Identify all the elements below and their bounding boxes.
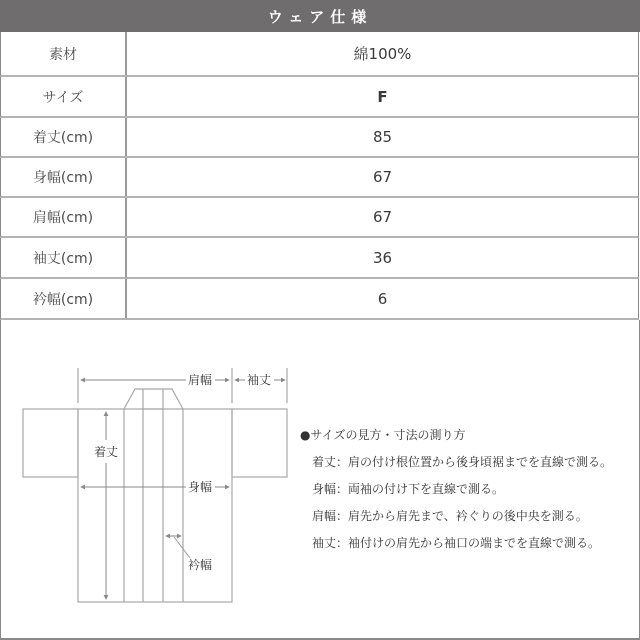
row-label: 素材: [1, 32, 127, 75]
row-value: 36: [372, 248, 393, 267]
note-length: 着丈：肩の付け根位置から後身頃裾までを直線で測る。: [312, 455, 613, 469]
note-sleeve-length: 袖丈：袖付けの肩先から袖口の端までを直線で測る。: [312, 536, 601, 550]
body: [78, 409, 232, 602]
sleeve-length-label: 袖丈: [246, 373, 272, 387]
length-label: 着丈: [93, 445, 119, 459]
body-width-label: 身幅: [187, 480, 213, 494]
row-value: 6: [377, 289, 388, 308]
note-body-width: 身幅：両袖の付け下を直線で測る。: [312, 482, 505, 496]
row-value: 85: [372, 128, 393, 146]
collar-width-label: 衿幅: [187, 558, 213, 572]
left-sleeve: [23, 409, 78, 477]
right-sleeve: [232, 409, 287, 477]
row-label: 衿幅(cm): [1, 279, 127, 318]
row-label: サイズ: [1, 77, 127, 116]
notes-title: ●サイズの見方・寸法の測り方: [300, 428, 466, 442]
row-label: 肩幅(cm): [1, 198, 127, 236]
row-value: F: [377, 87, 388, 106]
garment-outline: [23, 368, 287, 602]
shoulder-width-label: 肩幅: [187, 373, 213, 387]
row-value: 綿100%: [353, 45, 412, 63]
row-label: 袖丈(cm): [1, 238, 127, 277]
row-label: 着丈(cm): [1, 118, 127, 156]
note-shoulder-width: 肩幅：肩先から肩先まで、衿ぐりの後中央を測る。: [312, 509, 588, 523]
row-value: 67: [372, 208, 393, 226]
row-label: 身幅(cm): [1, 158, 127, 196]
spec-title: ウェア仕様: [267, 7, 373, 26]
row-value: 67: [372, 168, 393, 186]
